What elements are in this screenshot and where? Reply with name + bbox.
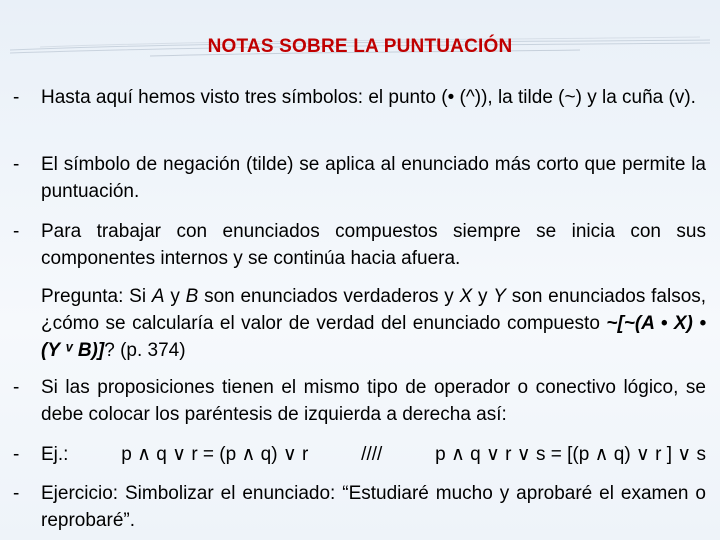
question-var-y: Y <box>493 286 506 307</box>
bullet-dash: - <box>13 483 20 504</box>
question-var-a: A <box>151 286 165 307</box>
bullet-dash: - <box>13 87 20 108</box>
question-ref: ? (p. 374) <box>104 340 186 361</box>
bullet-1-text: Hasta aquí hemos visto tres símbolos: el punto (• (^)), la tilde (~) y la cuña (v). <box>41 87 696 108</box>
page-title: NOTAS SOBRE LA PUNTUACIÓN <box>207 36 513 57</box>
question-y1: y <box>170 286 180 307</box>
example-label: Ej.: <box>41 444 69 465</box>
example-content <box>41 441 706 468</box>
exercise-text: Ejercicio: Simbolizar el enunciado: “Estudiaré mucho y aprobaré el examen o reprobaré”. <box>41 483 706 531</box>
bullet-dash: - <box>13 377 20 398</box>
question-lead: Pregunta: Si <box>41 286 147 307</box>
question-formula: ~[~(A • X) • (Y ᵛ B)] <box>41 313 706 361</box>
question-text <box>41 283 706 364</box>
question-tail: son enunciados falsos, ¿cómo se calcularía el valor de verdad del enunciado compuesto <box>41 286 707 334</box>
example-expr-2: p ∧ q ∨ r ∨ s = [(p ∧ q) ∨ r ] ∨ s <box>435 444 706 465</box>
example-separator: //// <box>361 444 383 465</box>
question-mid: son enunciados verdaderos y <box>204 286 454 307</box>
question-var-x: X <box>459 286 473 307</box>
bullet-dash: - <box>13 444 20 465</box>
example-expr-1: p ∧ q ∨ r = (p ∧ q) ∨ r <box>121 444 309 465</box>
bullet-3-text: Para trabajar con enunciados compuestos siempre se inicia con sus componentes internos y se continúa hacia afuera. <box>41 221 706 269</box>
title-area <box>0 28 720 68</box>
question-y2: y <box>478 286 488 307</box>
bullet-4-text: Si las proposiciones tienen el mismo tipo de operador o conectivo lógico, se debe colocar los paréntesis de izquierda a derecha así: <box>41 377 706 425</box>
bullet-dash: - <box>13 154 20 175</box>
bullet-2-text: El símbolo de negación (tilde) se aplica al enunciado más corto que permite la puntuación. <box>41 154 706 202</box>
question-var-b: B <box>185 286 199 307</box>
bullet-dash: - <box>13 221 20 242</box>
